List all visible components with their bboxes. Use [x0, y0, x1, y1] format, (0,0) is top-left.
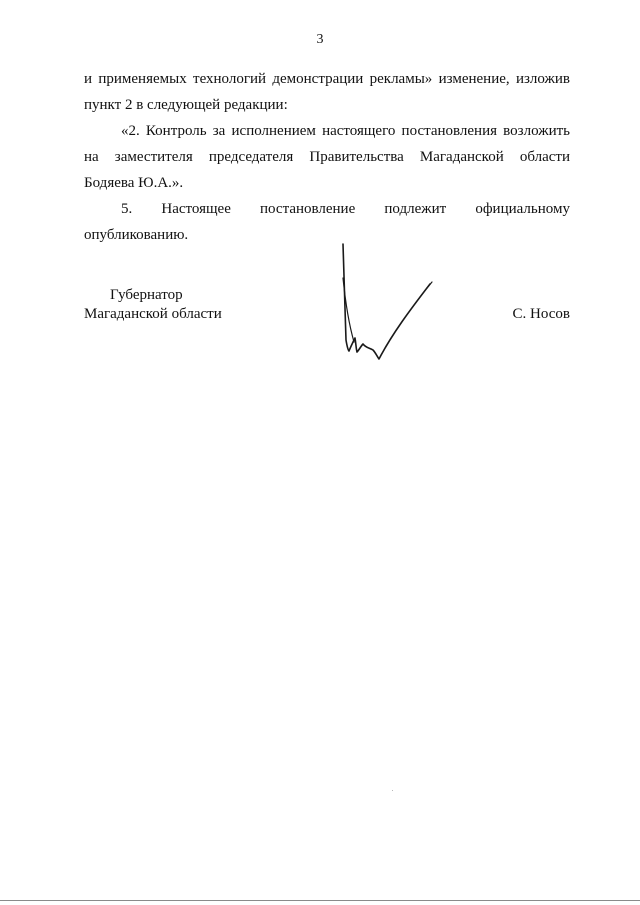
text-line: на заместителя председателя Правительства Магаданской области: [84, 149, 570, 165]
text-line: 5. Настоящее постановление подлежит официальному: [121, 201, 570, 217]
paragraph-publication-clause: [84, 196, 570, 248]
text-line: пункт 2 в следующей редакции:: [84, 97, 288, 113]
text-line: Бодяева Ю.А.».: [84, 175, 184, 191]
paragraph-amendment-intro: [84, 66, 570, 118]
governor-name: С. Носов: [512, 306, 570, 322]
page-number: 3: [316, 32, 324, 47]
handwritten-signature: [334, 238, 438, 368]
text-line: «2. Контроль за исполнением настоящего постановления возложить: [121, 123, 570, 139]
governor-title: Губернатор: [110, 287, 183, 303]
paragraph-control-clause: [84, 118, 570, 196]
text-line: и применяемых технологий демонстрации рекламы» изменение, изложив: [84, 71, 570, 87]
text-line: опубликованию.: [84, 227, 189, 243]
signature-block: [84, 286, 570, 366]
scan-bottom-edge: [0, 900, 640, 901]
governor-region: Магаданской области: [84, 306, 222, 322]
scan-speck: [392, 790, 393, 791]
